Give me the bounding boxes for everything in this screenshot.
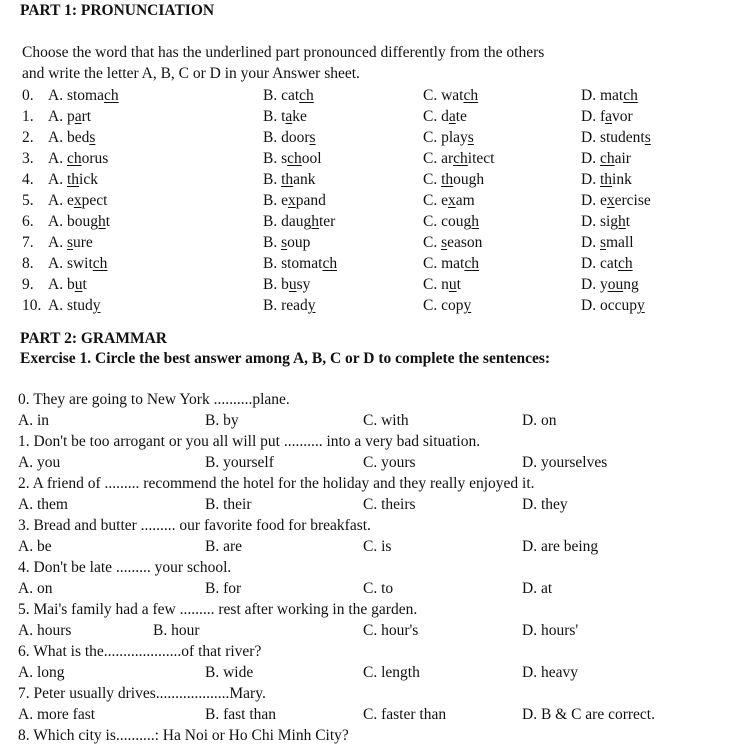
question-number: 4.: [22, 171, 34, 188]
option-c: [423, 170, 484, 190]
underlined-part: ch: [322, 255, 338, 272]
underlined-part: a: [448, 108, 456, 125]
answer-option-b[interactable]: B. fast than: [205, 706, 277, 723]
option-a: [48, 170, 98, 190]
word-prefix: f: [599, 108, 606, 125]
option-d: [581, 128, 651, 148]
underlined-part: th: [599, 171, 613, 188]
option-letter: A.: [48, 276, 64, 293]
question-text: 6. What is the....................of that river?: [18, 643, 262, 660]
word-prefix: stomat: [281, 255, 323, 272]
answer-option-d[interactable]: D. hours': [522, 622, 579, 639]
option-letter: B.: [263, 87, 278, 104]
underlined-part: x: [73, 192, 82, 209]
question-text: 3. Bread and butter ......... our favorite food for breakfast.: [18, 517, 371, 534]
option-letter: D.: [581, 297, 597, 314]
option-letter: C.: [423, 108, 438, 125]
option-b: [263, 254, 337, 274]
option-b: [263, 170, 316, 190]
underlined-part: s: [66, 234, 73, 251]
answer-option-c[interactable]: C. to: [363, 580, 394, 597]
word-prefix: read: [281, 297, 308, 314]
option-letter: A.: [48, 255, 64, 272]
word-prefix: ar: [441, 150, 454, 167]
option-d: [581, 212, 630, 232]
question-number: 7.: [22, 234, 34, 251]
option-d: [581, 296, 645, 316]
word-prefix: n: [441, 276, 449, 293]
word-prefix: cat: [281, 87, 300, 104]
underlined-part: y: [463, 297, 472, 314]
underlined-part: ou: [607, 276, 624, 293]
word-suffix: ure: [73, 234, 93, 251]
underlined-part: ch: [464, 255, 479, 272]
underlined-part: s: [89, 129, 96, 146]
option-d: [581, 149, 631, 169]
underlined-part: y: [307, 297, 316, 314]
answer-option-a[interactable]: A. you: [18, 454, 61, 471]
underlined-part: x: [606, 192, 615, 209]
option-letter: A.: [48, 234, 64, 251]
option-letter: A.: [48, 108, 64, 125]
word-prefix: e: [441, 192, 448, 209]
answer-option-c[interactable]: C. with: [363, 412, 409, 429]
answer-option-c[interactable]: C. yours: [363, 454, 416, 471]
option-letter: D.: [581, 234, 597, 251]
option-c: [423, 191, 475, 211]
underlined-part: s: [281, 234, 288, 251]
option-c: [423, 149, 494, 169]
option-d: [581, 107, 633, 127]
option-letter: B.: [263, 213, 278, 230]
option-letter: D.: [581, 213, 597, 230]
option-a: [48, 86, 119, 106]
option-c: [423, 296, 471, 316]
option-a: [48, 191, 107, 211]
word-suffix: air: [614, 150, 631, 167]
word-prefix: mat: [599, 87, 624, 104]
underlined-part: ch: [299, 87, 314, 104]
option-letter: D.: [581, 255, 597, 272]
answer-option-a[interactable]: A. be: [18, 538, 52, 555]
option-letter: D.: [581, 171, 597, 188]
word-prefix: e: [66, 192, 74, 209]
answer-option-c[interactable]: C. length: [363, 664, 420, 681]
underlined-part: a: [605, 108, 613, 125]
option-b: [263, 233, 310, 253]
option-letter: D.: [581, 150, 597, 167]
underlined-part: s: [309, 129, 316, 146]
underlined-part: u: [448, 276, 457, 293]
word-suffix: ank: [293, 171, 316, 188]
underlined-part: u: [288, 276, 297, 293]
word-suffix: sy: [296, 276, 311, 293]
answer-option-a[interactable]: A. more fast: [18, 706, 96, 723]
option-letter: C.: [423, 234, 438, 251]
option-letter: C.: [423, 276, 438, 293]
answer-option-b[interactable]: B. hour: [153, 622, 200, 639]
underlined-part: x: [447, 192, 456, 209]
word-suffix: t: [456, 276, 461, 293]
option-b: [263, 212, 335, 232]
option-d: [581, 191, 651, 211]
answer-option-c[interactable]: C. is: [363, 538, 392, 555]
underlined-part: gh: [610, 213, 626, 230]
word-suffix: pect: [81, 192, 108, 209]
word-prefix: si: [599, 213, 611, 230]
word-prefix: y: [599, 276, 608, 293]
part2-title: PART 2: GRAMMAR: [20, 330, 167, 347]
answer-option-d[interactable]: D. on: [522, 412, 557, 429]
underlined-part: th: [66, 171, 80, 188]
word-suffix: t: [82, 276, 87, 293]
answer-option-b[interactable]: B. are: [205, 538, 243, 555]
option-b: [263, 107, 307, 127]
answer-option-a[interactable]: A. long: [18, 664, 65, 681]
word-suffix: te: [455, 108, 467, 125]
word-suffix: t: [105, 213, 111, 230]
answer-option-b[interactable]: B. their: [205, 496, 252, 513]
part1-instruction-line2: and write the letter A, B, C or D in your Answer sheet.: [22, 65, 360, 82]
option-letter: B.: [263, 129, 278, 146]
option-d: [581, 233, 634, 253]
option-a: [48, 128, 95, 148]
option-a: [48, 296, 101, 316]
word-suffix: mall: [606, 234, 634, 251]
option-letter: B.: [263, 297, 278, 314]
option-c: [423, 254, 479, 274]
underlined-part: ch: [103, 87, 119, 104]
option-letter: A.: [48, 213, 64, 230]
answer-option-a[interactable]: A. them: [18, 496, 68, 513]
question-number: 10.: [22, 297, 42, 314]
option-letter: B.: [263, 234, 278, 251]
option-b: [263, 275, 310, 295]
underlined-part: a: [285, 108, 293, 125]
answer-option-a[interactable]: A. hours: [18, 622, 72, 639]
question-number: 5.: [22, 192, 34, 209]
underlined-part: s: [644, 129, 651, 146]
underlined-part: ch: [287, 150, 302, 167]
underlined-part: ch: [92, 255, 108, 272]
option-letter: A.: [48, 297, 64, 314]
underlined-part: y: [636, 297, 645, 314]
answer-option-b[interactable]: B. wide: [205, 664, 254, 681]
question-number: 9.: [22, 276, 34, 293]
answer-option-b[interactable]: B. yourself: [205, 454, 274, 471]
question-number: 6.: [22, 213, 34, 230]
word-prefix: e: [599, 192, 607, 209]
option-letter: B.: [263, 276, 278, 293]
part1-instruction-line1: Choose the word that has the underlined part pronounced differently from the others: [22, 44, 545, 61]
option-b: [263, 86, 314, 106]
underlined-part: x: [287, 192, 296, 209]
underlined-part: gh: [463, 213, 479, 230]
option-letter: B.: [263, 255, 278, 272]
word-suffix: ool: [301, 150, 322, 167]
word-suffix: eason: [447, 234, 483, 251]
question-number: 3.: [22, 150, 34, 167]
answer-option-d[interactable]: D. they: [522, 496, 568, 513]
word-prefix: bed: [66, 129, 90, 146]
option-c: [423, 233, 482, 253]
underlined-part: th: [281, 171, 294, 188]
option-letter: C.: [423, 150, 438, 167]
word-suffix: orus: [81, 150, 109, 167]
answer-option-d[interactable]: D. heavy: [522, 664, 578, 681]
option-letter: D.: [581, 108, 597, 125]
answer-option-b[interactable]: B. by: [205, 412, 239, 429]
answer-option-b[interactable]: B. for: [205, 580, 242, 597]
option-a: [48, 254, 107, 274]
word-prefix: mat: [441, 255, 465, 272]
option-b: [263, 191, 326, 211]
word-prefix: swit: [66, 255, 93, 272]
underlined-part: s: [599, 234, 606, 251]
underlined-part: th: [441, 171, 454, 188]
option-letter: C.: [423, 87, 438, 104]
word-suffix: t: [625, 213, 631, 230]
answer-option-d[interactable]: D. B & C are correct.: [522, 706, 655, 723]
word-suffix: ough: [453, 171, 485, 188]
word-suffix: vor: [612, 108, 633, 125]
word-prefix: b: [281, 276, 289, 293]
word-suffix: ink: [612, 171, 632, 188]
option-letter: B.: [263, 108, 278, 125]
option-a: [48, 212, 110, 232]
word-suffix: rt: [81, 108, 92, 125]
underlined-part: ch: [66, 150, 82, 167]
answer-option-d[interactable]: D. are being: [522, 538, 599, 555]
option-b: [263, 149, 322, 169]
option-letter: A.: [48, 192, 64, 209]
option-letter: D.: [581, 192, 597, 209]
word-prefix: occup: [599, 297, 637, 314]
word-prefix: dau: [281, 213, 304, 230]
answer-option-a[interactable]: A. in: [18, 412, 49, 429]
answer-option-c[interactable]: C. theirs: [363, 496, 416, 513]
word-suffix: ke: [292, 108, 307, 125]
word-prefix: p: [66, 108, 75, 125]
option-letter: A.: [48, 87, 64, 104]
option-letter: B.: [263, 192, 278, 209]
word-prefix: cop: [441, 297, 464, 314]
option-letter: C.: [423, 129, 438, 146]
option-letter: C.: [423, 213, 438, 230]
word-suffix: ick: [79, 171, 98, 188]
part1-title: PART 1: PRONUNCIATION: [20, 2, 215, 19]
option-letter: A.: [48, 150, 64, 167]
option-letter: A.: [48, 129, 64, 146]
option-letter: C.: [423, 255, 438, 272]
question-number: 1.: [22, 108, 34, 125]
option-c: [423, 86, 478, 106]
underlined-part: a: [74, 108, 82, 125]
underlined-part: ch: [623, 87, 638, 104]
question-text: 7. Peter usually drives...................Mary.: [18, 685, 266, 702]
word-prefix: play: [441, 129, 468, 146]
option-c: [423, 107, 467, 127]
option-letter: B.: [263, 171, 278, 188]
option-c: [423, 275, 461, 295]
word-prefix: wat: [441, 87, 464, 104]
word-prefix: student: [599, 129, 645, 146]
underlined-part: gh: [303, 213, 319, 230]
word-prefix: door: [281, 129, 310, 146]
option-c: [423, 212, 479, 232]
underlined-part: s: [467, 129, 474, 146]
question-text: 2. A friend of ......... recommend the hotel for the holiday and they really enjoyed it.: [18, 475, 535, 492]
word-prefix: stud: [66, 297, 93, 314]
word-prefix: b: [66, 276, 75, 293]
option-a: [48, 275, 87, 295]
option-a: [48, 233, 93, 253]
word-prefix: cou: [441, 213, 464, 230]
answer-option-c[interactable]: C. hour's: [363, 622, 419, 639]
option-letter: B.: [263, 150, 278, 167]
answer-option-d[interactable]: D. yourselves: [522, 454, 608, 471]
word-prefix: d: [441, 108, 449, 125]
option-d: [581, 86, 638, 106]
answer-option-a[interactable]: A. on: [18, 580, 53, 597]
question-number: 8.: [22, 255, 34, 272]
question-text: 1. Don't be too arrogant or you all will put .......... into a very bad situation.: [18, 433, 481, 450]
word-suffix: am: [455, 192, 475, 209]
question-text: 4. Don't be late ......... your school.: [18, 559, 232, 576]
option-c: [423, 128, 474, 148]
word-suffix: ng: [623, 276, 639, 293]
answer-option-c[interactable]: C. faster than: [363, 706, 447, 723]
option-b: [263, 296, 316, 316]
question-text: 0. They are going to New York ..........plane.: [18, 391, 290, 408]
underlined-part: ch: [618, 255, 633, 272]
word-prefix: bou: [66, 213, 91, 230]
option-letter: C.: [423, 192, 438, 209]
word-suffix: pand: [295, 192, 326, 209]
option-letter: D.: [581, 276, 597, 293]
option-letter: C.: [423, 171, 438, 188]
underlined-part: ch: [453, 150, 468, 167]
word-prefix: s: [281, 150, 288, 167]
question-text: 5. Mai's family had a few ......... rest after working in the garden.: [18, 601, 418, 618]
word-suffix: itect: [467, 150, 495, 167]
option-letter: D.: [581, 129, 597, 146]
word-prefix: cat: [599, 255, 619, 272]
option-a: [48, 107, 91, 127]
option-letter: C.: [423, 297, 438, 314]
word-prefix: t: [281, 108, 286, 125]
question-number: 2.: [22, 129, 34, 146]
option-d: [581, 170, 632, 190]
underlined-part: gh: [90, 213, 106, 230]
underlined-part: u: [74, 276, 83, 293]
underlined-part: s: [441, 234, 448, 251]
word-suffix: ter: [318, 213, 336, 230]
option-a: [48, 149, 108, 169]
exercise1-instruction: Exercise 1. Circle the best answer among A, B, C or D to complete the sentences:: [20, 350, 551, 367]
word-prefix: stoma: [66, 87, 104, 104]
question-text: 8. Which city is..........: Ha Noi or Ho Chi Minh City?: [18, 727, 349, 744]
option-b: [263, 128, 316, 148]
word-prefix: e: [281, 192, 288, 209]
option-letter: A.: [48, 171, 64, 188]
question-number: 0.: [22, 87, 34, 104]
underlined-part: ch: [463, 87, 479, 104]
answer-option-d[interactable]: D. at: [522, 580, 553, 597]
word-suffix: ercise: [614, 192, 651, 209]
underlined-part: y: [92, 297, 101, 314]
option-letter: D.: [581, 87, 597, 104]
option-d: [581, 275, 639, 295]
underlined-part: ch: [599, 150, 615, 167]
option-d: [581, 254, 633, 274]
word-suffix: oup: [287, 234, 311, 251]
